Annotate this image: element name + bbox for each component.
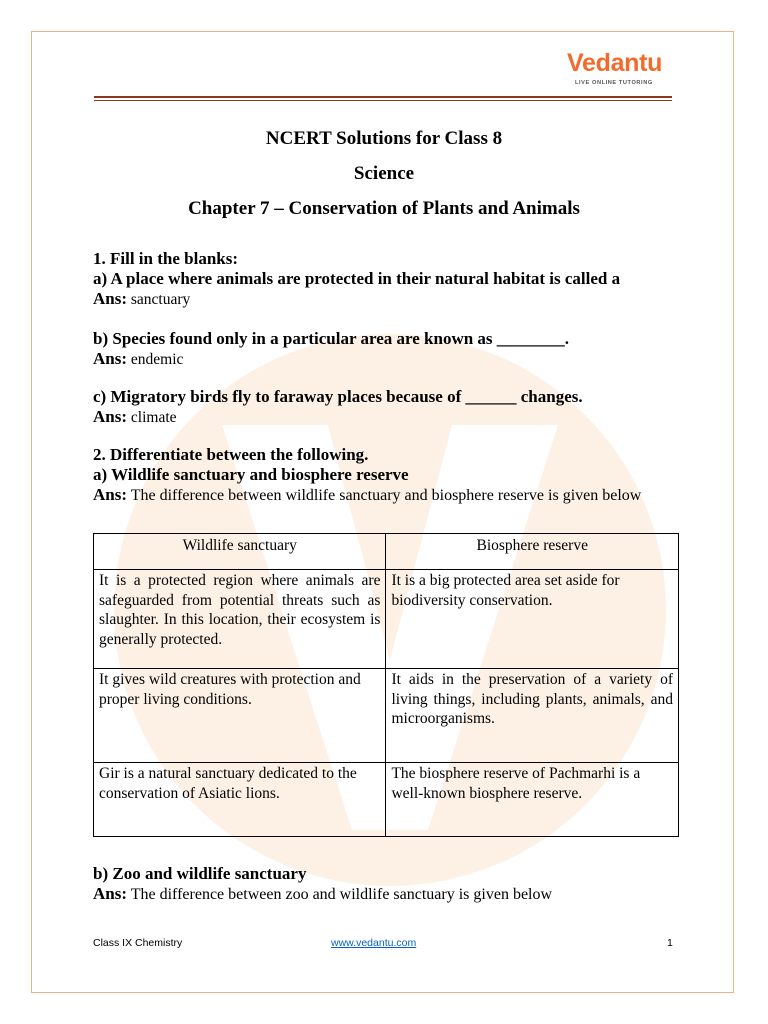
q1a-question: a) A place where animals are protected in their natural habitat is called a (93, 269, 621, 288)
table-cell: It is a protected region where animals are safeguarded from potential threats such as slaughter. In this location, their ecosystem is generally protected. (94, 570, 386, 669)
q1b-answer-text: endemic (130, 351, 184, 368)
logo-wordmark: Vedantu (567, 49, 663, 77)
header-rule-thin (94, 100, 672, 101)
comparison-table (93, 533, 679, 837)
table-header-cell: Biosphere reserve (386, 534, 679, 570)
table-cell: It aids in the preservation of a variety of living things, including plants, animals, and microorganisms. (386, 669, 679, 763)
q2a-title: a) Wildlife sanctuary and biosphere reserve (93, 465, 409, 484)
q1b-question: b) Species found only in a particular area are known as ________. (93, 329, 570, 348)
question-1b (93, 329, 681, 370)
footer-left-text: Class IX Chemistry (93, 937, 183, 949)
q1c-answer-text: climate (130, 409, 177, 426)
subject-title: Science (353, 163, 415, 184)
q1c-answer (93, 407, 681, 428)
question-1 (93, 249, 681, 310)
q2b-answer (93, 884, 681, 905)
q2a-answer (93, 485, 681, 506)
question-1c (93, 387, 681, 428)
table-cell: The biosphere reserve of Pachmarhi is a well-known biosphere reserve. (386, 763, 679, 837)
table-header-row (94, 534, 679, 570)
table-cell: It is a big protected area set aside for biodiversity conservation. (386, 570, 679, 669)
q2-heading: 2. Differentiate between the following. (93, 445, 369, 464)
q1c-question: c) Migratory birds fly to faraway places because of ______ changes. (93, 387, 583, 406)
table-row (94, 763, 679, 837)
page-number: 1 (667, 937, 673, 949)
table-cell: It gives wild creatures with protection and proper living conditions. (94, 669, 386, 763)
q1a-answer (93, 289, 681, 310)
header-rule (94, 96, 672, 98)
vedantu-logo (567, 51, 679, 93)
chapter-title: Chapter 7 – Conservation of Plants and Animals (188, 198, 580, 219)
ans-label: Ans: (93, 407, 128, 426)
ans-label: Ans: (93, 884, 128, 903)
table-header-cell: Wildlife sanctuary (94, 534, 386, 570)
q2a-intro: The difference between wildlife sanctuary and biosphere reserve is given below (130, 487, 642, 504)
q2b-title: b) Zoo and wildlife sanctuary (93, 864, 307, 883)
q1b-answer (93, 349, 681, 370)
footer-website-link[interactable]: www.vedantu.com (331, 937, 417, 949)
page-title: NCERT Solutions for Class 8 (265, 128, 503, 149)
ans-label: Ans: (93, 289, 128, 308)
q2b-intro: The difference between zoo and wildlife sanctuary is given below (130, 886, 553, 903)
ans-label: Ans: (93, 349, 128, 368)
footer-link-wrap (331, 937, 416, 949)
question-2 (93, 445, 681, 506)
q1-heading: 1. Fill in the blanks: (93, 249, 239, 268)
question-2b (93, 864, 681, 905)
q1a-answer-text: sanctuary (130, 291, 191, 308)
ans-label: Ans: (93, 485, 128, 504)
logo-tagline: LIVE ONLINE TUTORING (575, 80, 653, 86)
table-cell: Gir is a natural sanctuary dedicated to the conservation of Asiatic lions. (94, 763, 386, 837)
table-row (94, 570, 679, 669)
table-row (94, 669, 679, 763)
